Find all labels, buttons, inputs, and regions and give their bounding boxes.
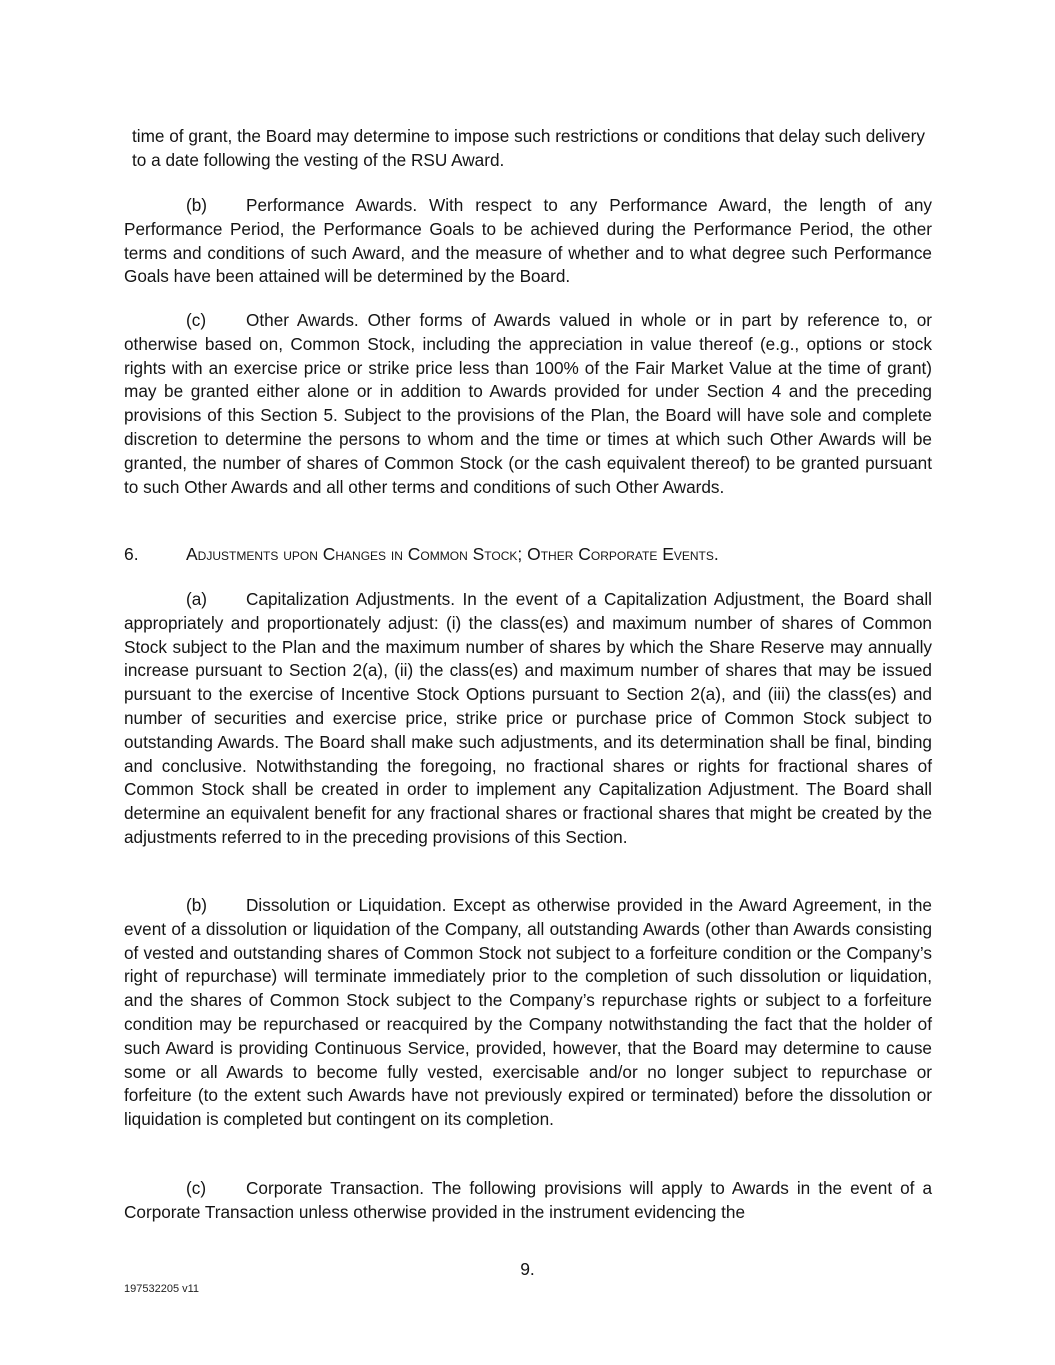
document-id: 197532205 v11 (124, 1283, 200, 1295)
clause-body: In the event of a Capitalization Adjustment, the Board shall appropriately and proportionately adjust: (i) the class(es) and maximum number of shares of Common Stock subject to the Plan and the maximum number of shares by which the Share Reserve may annually increase pursuant to Section 2(a), (ii) the class(es) and maximum number of shares that may be issued pursuant to the exercise of Incentive Stock Options pursuant to Section 2(a), and (iii) the class(es) and number of securities and exercise price, strike price or purchase price of Common Stock subject to outstanding Awards. The Board shall make such adjustments, and its determination shall be final, binding and conclusive. Notwithstanding the foregoing, no fractional shares or rights for fractional shares of Common Stock shall be created in order to implement any Capitalization Adjustment. The Board shall determine an equivalent benefit for any fractional shares or fractional shares that might be created by the adjustments referred to in the preceding provisions of this Section. (124, 589, 932, 847)
paragraph-dissolution-liquidation (124, 894, 932, 1132)
page-number: 9. (520, 1259, 535, 1279)
clause-title: Dissolution or Liquidation. (246, 895, 447, 915)
section-number: 6. (124, 544, 139, 564)
clause-title: Capitalization Adjustments. (246, 589, 456, 609)
clause-label: (b) (186, 195, 208, 215)
paragraph-rsu-tail (132, 125, 932, 173)
clause-label: (c) (186, 1178, 207, 1198)
paragraph-capitalization-adjustments (124, 588, 932, 850)
clause-body: Other forms of Awards valued in whole or in part by reference to, or otherwise based on, Common Stock, including the appreciation in value thereof (e.g., options or stock rights with an exercise price or strike price less than 100% of the Fair Market Value at the time of grant) may be granted either alone or in addition to Awards provided for under Section 4 and the preceding provisions of this Section 5. Subject to the provisions of the Plan, the Board will have sole and complete discretion to determine the persons to whom and the time or times at which such Other Awards will be granted, the number of shares of Common Stock (or the cash equivalent thereof) to be granted pursuant to such Other Awards and all other terms and conditions of such Other Awards. (124, 310, 932, 497)
paragraph-other-awards (124, 309, 932, 499)
section-6-heading (124, 543, 932, 567)
clause-body: With respect to any Performance Award, the length of any Performance Period, the Performance Goals to be achieved during the Performance Period, the other terms and conditions of such Award, and the measure of whether and to what degree such Performance Goals have been attained will be determined by the Board. (124, 195, 932, 287)
clause-label: (a) (186, 589, 208, 609)
clause-label: (b) (186, 895, 208, 915)
clause-body: Except as otherwise provided in the Award Agreement, in the event of a dissolution or liquidation of the Company, all outstanding Awards (other than Awards consisting of vested and outstanding shares of Common Stock not subject to a forfeiture condition or the Company’s right of repurchase) will terminate immediately prior to the completion of such dissolution or liquidation, and the shares of Common Stock subject to the Company’s repurchase rights or subject to a forfeiture condition may be repurchased or reacquired by the Company notwithstanding the fact that the holder of such Award is providing Continuous Service, provided, however, that the Board may determine to cause some or all Awards to become fully vested, exercisable and/or no longer subject to repurchase or forfeiture (to the extent such Awards have not previously expired or terminated) before the dissolution or liquidation is completed but contingent on its completion. (124, 895, 932, 1130)
paragraph-performance-awards (124, 194, 932, 289)
clause-title: Corporate Transaction. (246, 1178, 425, 1198)
clause-body: The following provisions will apply to Awards in the event of a Corporate Transaction unless otherwise provided in the instrument evidencing the (124, 1178, 932, 1222)
clause-title: Other Awards. (246, 310, 359, 330)
clause-title: Performance Awards. (246, 195, 418, 215)
rsu-tail-text: time of grant, the Board may determine to impose such restrictions or conditions that delay such delivery to a date following the vesting of the RSU Award. (132, 126, 925, 170)
section-title: Adjustments upon Changes in Common Stock; Other Corporate Events. (186, 544, 719, 564)
clause-label: (c) (186, 310, 207, 330)
paragraph-corporate-transaction (124, 1177, 932, 1225)
